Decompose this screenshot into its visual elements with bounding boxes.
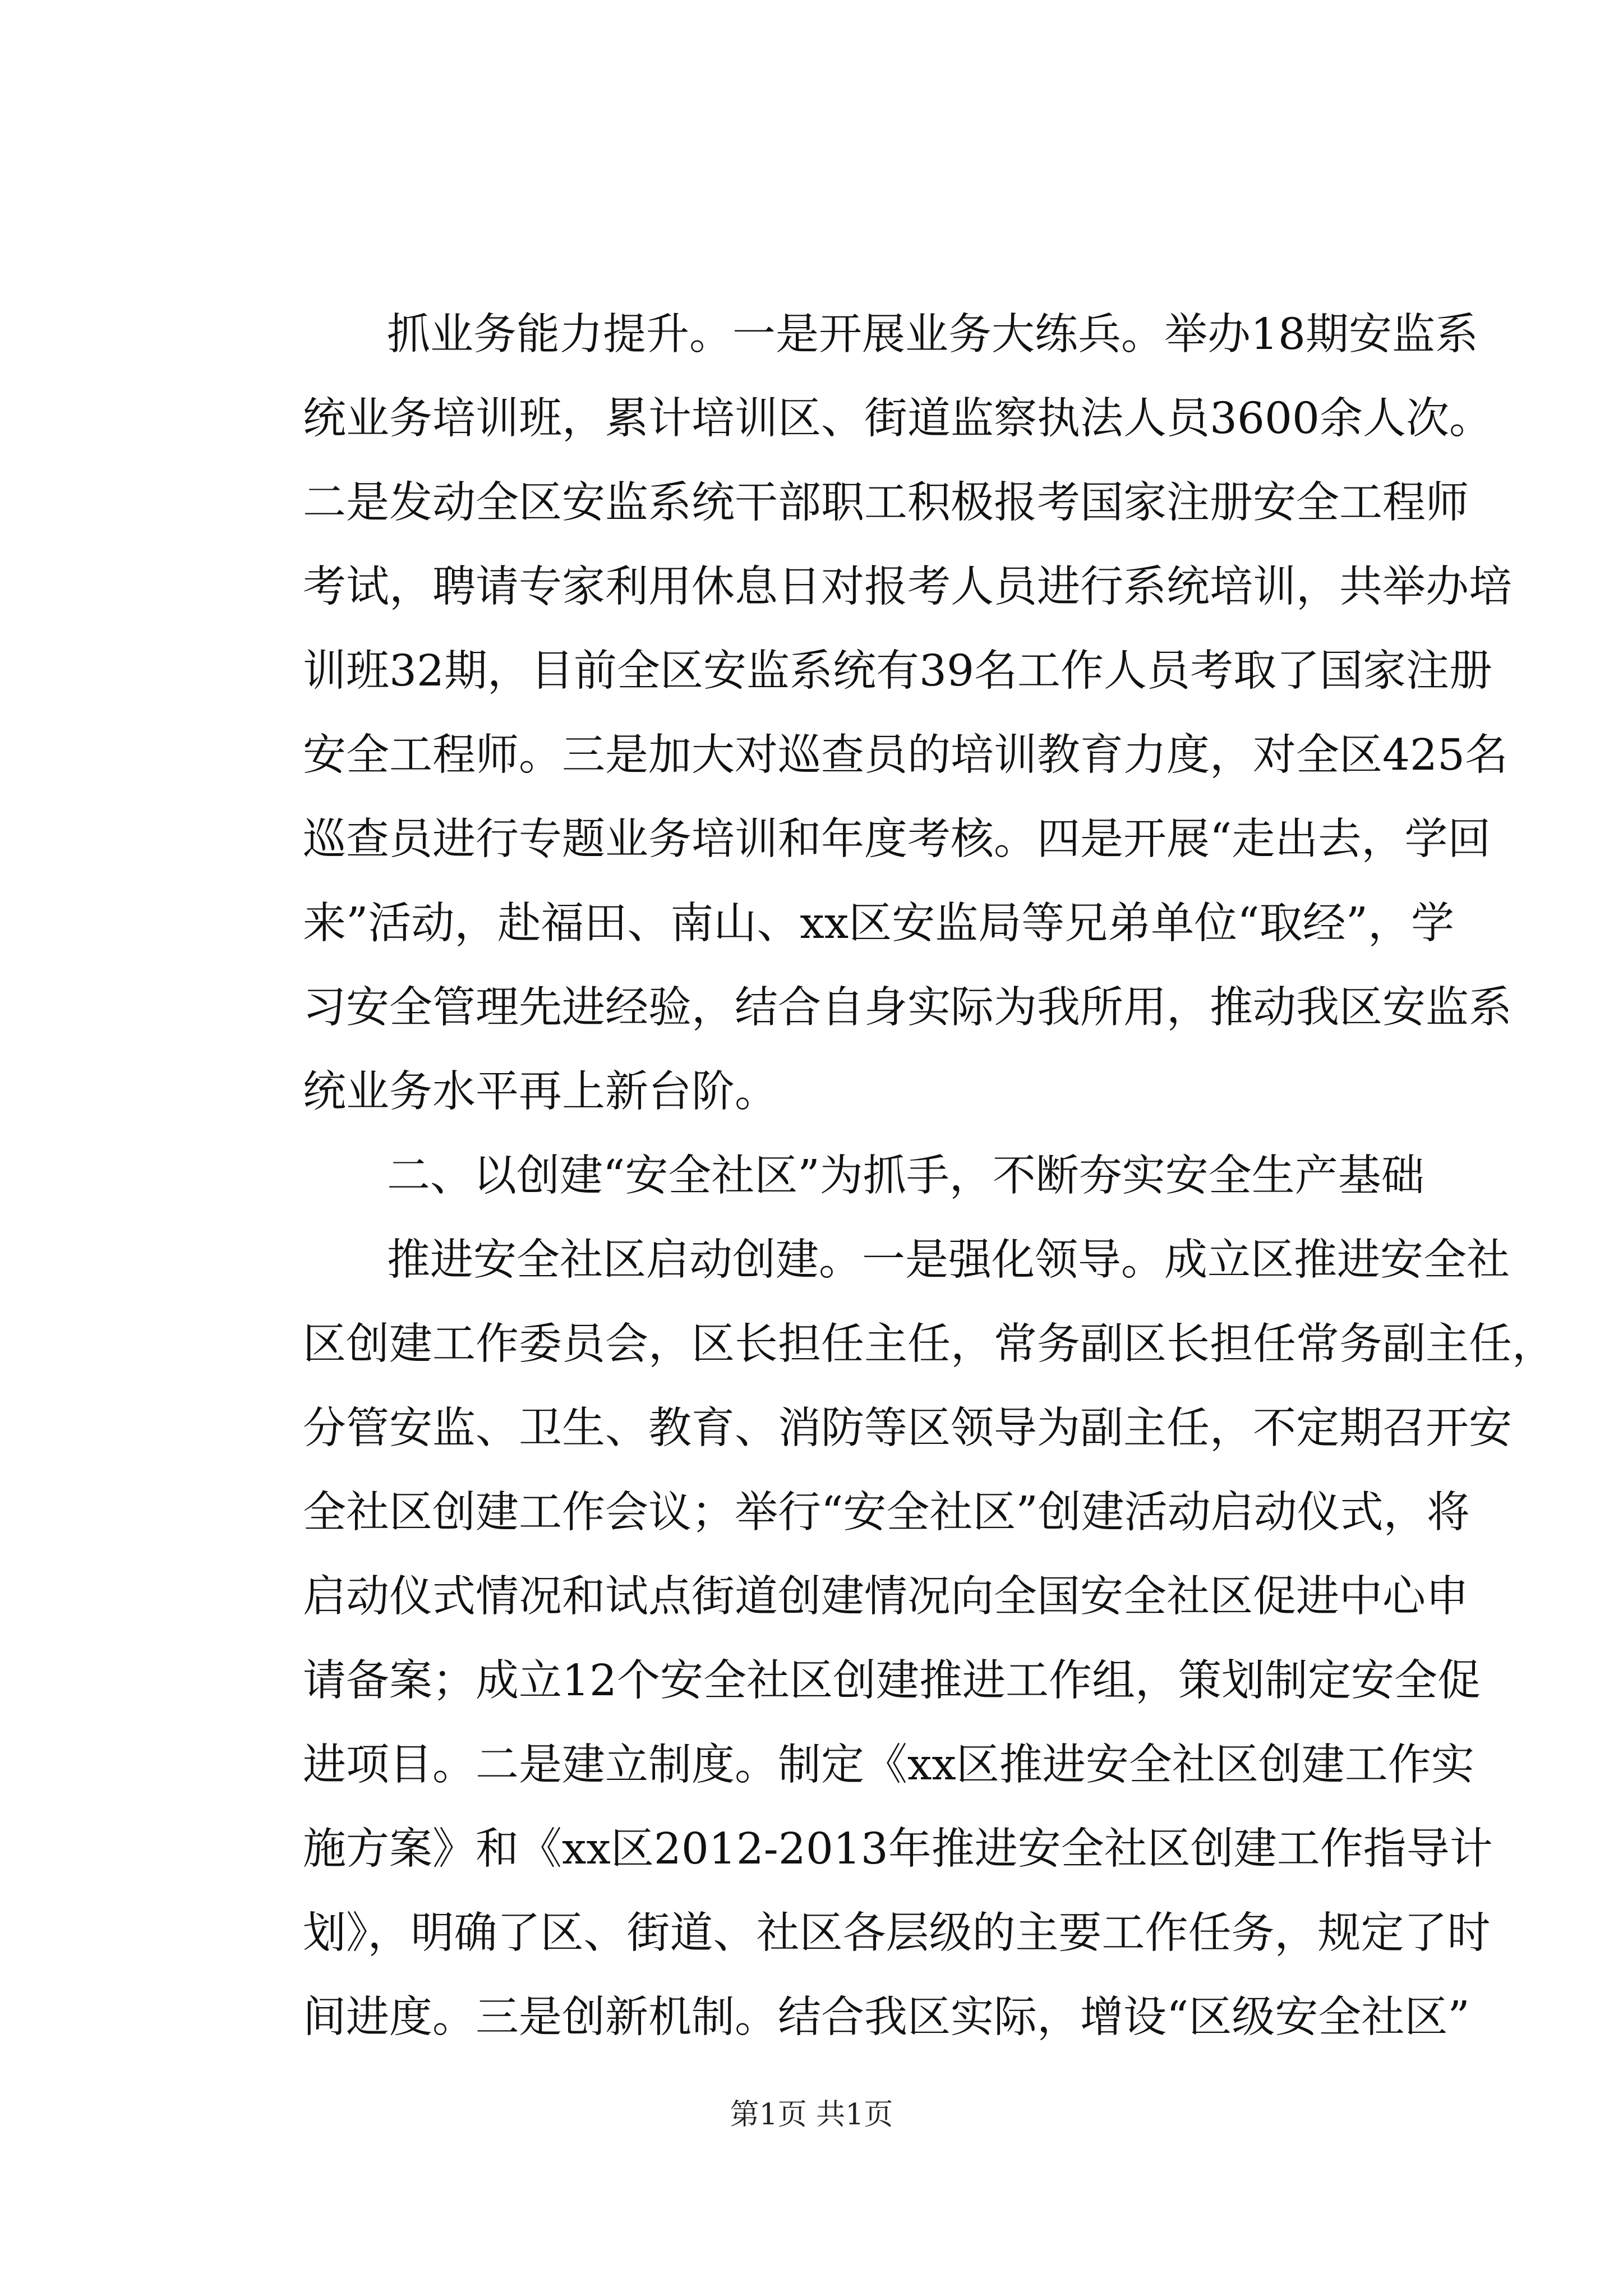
paragraph-line: 训班32期，目前全区安监系统有39名工作人员考取了国家注册	[303, 646, 1492, 696]
paragraph-line: 二是发动全区安监系统干部职工积极报考国家注册安全工程师	[303, 478, 1469, 528]
paragraph-line: 启动仪式情况和试点街道创建情况向全国安全社区促进中心申	[303, 1572, 1469, 1622]
paragraph-line: 间进度。三是创新机制。结合我区实际，增设“区级安全社区”	[303, 1993, 1470, 2042]
paragraph-line: 推进安全社区启动创建。一是强化领导。成立区推进安全社	[387, 1235, 1510, 1285]
page-number-footer: 第1页 共1页	[730, 2098, 893, 2132]
paragraph-line: 区创建工作委员会，区长担任主任，常务副区长担任常务副主任，	[303, 1319, 1555, 1369]
paragraph-line: 划》，明确了区、街道、社区各层级的主要工作任务，规定了时	[303, 1908, 1491, 1958]
paragraph-line: 习安全管理先进经验，结合自身实际为我所用，推动我区安监系	[303, 983, 1512, 1033]
paragraph-line: 抓业务能力提升。一是开展业务大练兵。举办18期安监系	[387, 310, 1478, 360]
paragraph-line: 考试，聘请专家利用休息日对报考人员进行系统培训，共举办培	[303, 562, 1512, 612]
paragraph-line: 施方案》和《xx区2012-2013年推进安全社区创建工作指导计	[303, 1824, 1493, 1874]
paragraph-line: 分管安监、卫生、教育、消防等区领导为副主任，不定期召开安	[303, 1404, 1512, 1453]
paragraph-line: 安全工程师。三是加大对巡查员的培训教育力度，对全区425名	[303, 730, 1508, 780]
paragraph-line: 统业务水平再上新台阶。	[303, 1067, 778, 1117]
paragraph-line: 巡查员进行专题业务培训和年度考核。四是开展“走出去，学回	[303, 815, 1491, 864]
paragraph-line: 统业务培训班，累计培训区、街道监察执法人员3600余人次。	[303, 394, 1492, 444]
section-heading: 二、以创建“安全社区”为抓手，不断夯实安全生产基础	[387, 1151, 1424, 1201]
paragraph-line: 进项目。二是建立制度。制定《xx区推进安全社区创建工作实	[303, 1740, 1474, 1790]
paragraph-line: 来”活动，赴福田、南山、xx区安监局等兄弟单位“取经”，学	[303, 899, 1454, 949]
paragraph-line: 请备案；成立12个安全社区创建推进工作组，策划制定安全促	[303, 1656, 1481, 1706]
paragraph-line: 全社区创建工作会议；举行“安全社区”创建活动启动仪式，将	[303, 1488, 1470, 1538]
